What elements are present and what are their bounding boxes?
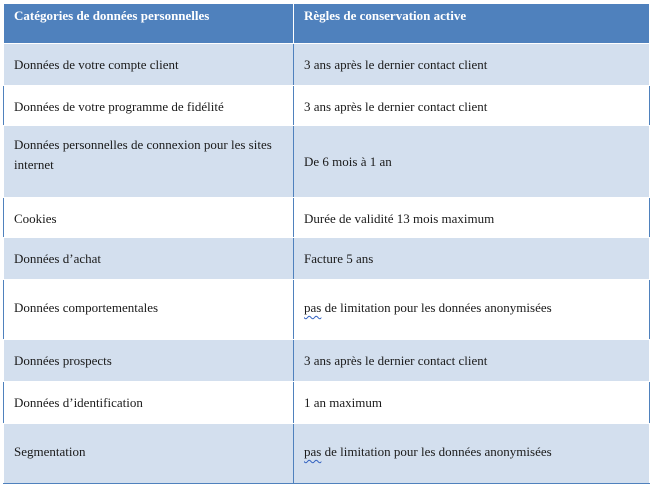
category-cell: Données de votre compte client [4, 44, 294, 86]
category-cell: Données d’achat [4, 238, 294, 280]
category-cell: Données d’identification [4, 382, 294, 424]
rule-text: de limitation pour les données anonymisées [321, 444, 552, 459]
header-categories: Catégories de données personnelles [4, 4, 294, 44]
rule-cell: Facture 5 ans [294, 238, 650, 280]
spellcheck-flagged-word[interactable]: pas [304, 444, 322, 459]
header-retention-rules: Règles de conservation active [294, 4, 650, 44]
rule-cell [294, 424, 650, 484]
table-row [4, 126, 650, 198]
rule-cell: 3 ans après le dernier contact client [294, 44, 650, 86]
table-row [4, 86, 650, 126]
table-header-row [4, 4, 650, 44]
category-cell: Données personnelles de connexion pour les sites internet [4, 126, 294, 198]
category-cell: Données de votre programme de fidélité [4, 86, 294, 126]
table-row [4, 382, 650, 424]
category-cell: Données prospects [4, 340, 294, 382]
table-row [4, 238, 650, 280]
table-row [4, 340, 650, 382]
rule-text: de limitation pour les données anonymisées [321, 300, 552, 315]
rule-cell: 3 ans après le dernier contact client [294, 340, 650, 382]
rule-cell: De 6 mois à 1 an [294, 126, 650, 198]
table-row [4, 280, 650, 340]
rule-cell: 1 an maximum [294, 382, 650, 424]
category-cell: Segmentation [4, 424, 294, 484]
rule-cell: 3 ans après le dernier contact client [294, 86, 650, 126]
table-row [4, 44, 650, 86]
rule-cell: Durée de validité 13 mois maximum [294, 198, 650, 238]
rule-cell [294, 280, 650, 340]
category-cell: Cookies [4, 198, 294, 238]
table-row [4, 424, 650, 484]
document-page [3, 3, 649, 493]
category-cell: Données comportementales [4, 280, 294, 340]
spellcheck-flagged-word[interactable]: pas [304, 300, 322, 315]
data-retention-table [3, 3, 650, 484]
table-row [4, 198, 650, 238]
